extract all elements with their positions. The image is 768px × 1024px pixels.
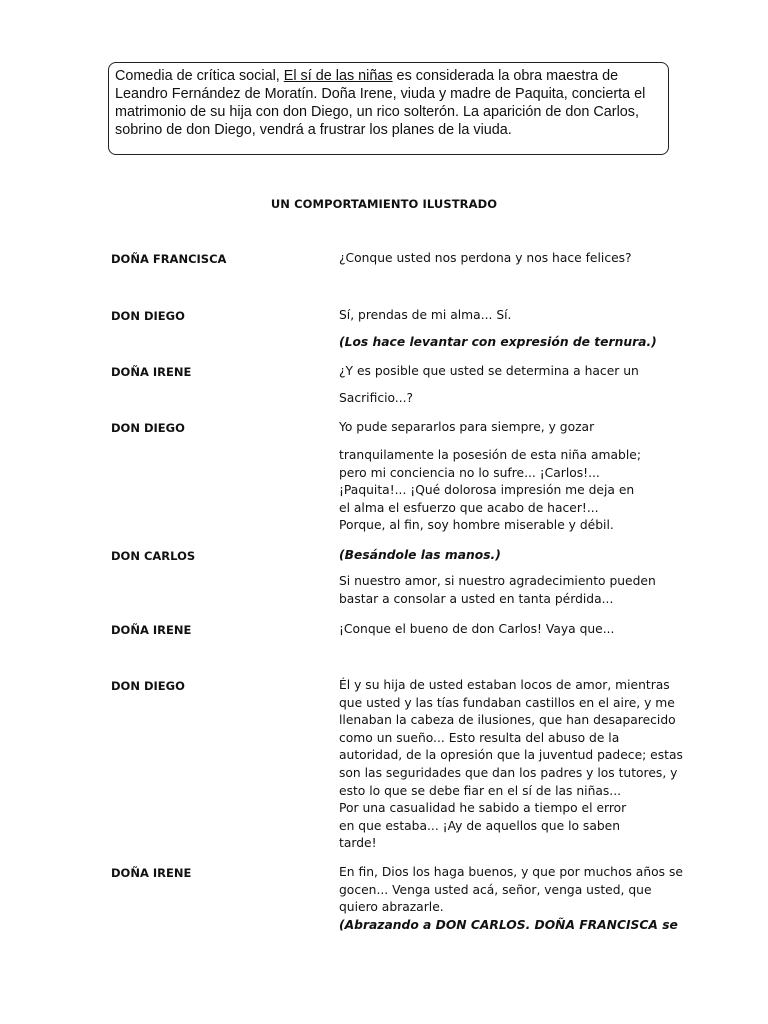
dialogue-line: que usted y las tías fundaban castillos en el aire, y me	[339, 695, 675, 710]
dialogue-line: gocen... Venga usted acá, señor, venga usted, que	[339, 882, 652, 897]
dialogue-line: quiero abrazarle.	[339, 900, 444, 915]
speaker-name: DOÑA IRENE	[111, 365, 192, 379]
speaker-name: DOÑA FRANCISCA	[111, 252, 227, 266]
intro-line-1	[115, 67, 662, 85]
intro-text: Comedia de crítica social,	[115, 68, 284, 84]
dialogue-line: ¡Conque el bueno de don Carlos! Vaya que...	[339, 622, 615, 636]
dialogue-line: Si nuestro amor, si nuestro agradecimiento pueden	[339, 574, 656, 588]
scene-title: UN COMPORTAMIENTO ILUSTRADO	[270, 197, 498, 211]
dialogue-line: son las seguridades que dan los padres y los tutores, y	[339, 766, 678, 780]
stage-direction: (Los hace levantar con expresión de ternura.)	[339, 335, 657, 349]
speaker-name: DOÑA IRENE	[111, 623, 192, 637]
dialogue-line: Sacrificio...?	[339, 391, 414, 405]
intro-line-3: matrimonio de su hija con don Diego, un rico solterón. La aparición de don Carlos,	[115, 104, 639, 120]
speaker-name: DON DIEGO	[111, 679, 185, 693]
dialogue-line: bastar a consolar a usted en tanta pérdida...	[339, 591, 614, 606]
dialogue-line: en que estaba... ¡Ay de aquellos que lo saben	[339, 818, 621, 833]
dialogue-line: ¿Conque usted nos perdona y nos hace felices?	[339, 251, 632, 265]
speaker-name: DON CARLOS	[111, 549, 196, 563]
speaker-name: DON DIEGO	[111, 309, 185, 323]
dialogue-line: Por una casualidad he sabido a tiempo el error	[339, 801, 627, 816]
intro-line-2: Leandro Fernández de Moratín. Doña Irene, viuda y madre de Paquita, concierta el	[115, 86, 646, 102]
dialogue-line: tarde!	[339, 836, 377, 851]
dialogue-line: ¿Y es posible que usted se determina a hacer un	[339, 364, 639, 378]
dialogue-line: Porque, al fin, soy hombre miserable y débil.	[339, 518, 614, 533]
dialogue-line: autoridad, de la opresión que la juventud padece; estas	[339, 748, 683, 763]
dialogue-line: Él y su hija de usted estaban locos de amor, mientras	[339, 678, 670, 692]
dialogue-line: esto lo que se debe fiar en el sí de las niñas...	[339, 783, 622, 798]
dialogue-line: llenaban la cabeza de ilusiones, que han desaparecido	[339, 713, 676, 728]
dialogue-line: Yo pude separarlos para siempre, y gozar	[339, 420, 595, 434]
speaker-name: DON DIEGO	[111, 421, 185, 435]
speaker-name: DOÑA IRENE	[111, 866, 192, 880]
dialogue-line: el alma el esfuerzo que acabo de hacer!...	[339, 500, 599, 515]
dialogue-line: ¡Paquita!... ¡Qué dolorosa impresión me deja en	[339, 483, 635, 498]
intro-line-4: sobrino de don Diego, vendrá a frustrar los planes de la viuda.	[115, 122, 512, 138]
intro-summary-box	[108, 62, 669, 155]
dialogue-line: pero mi conciencia no lo sufre... ¡Carlos!...	[339, 465, 600, 480]
play-title-link: El sí de las niñas	[283, 68, 393, 84]
dialogue-line: como un sueño... Esto resulta del abuso de la	[339, 730, 620, 745]
intro-text: es considerada la obra maestra de	[392, 68, 619, 84]
stage-direction: (Besándole las manos.)	[339, 548, 501, 562]
stage-direction: (Abrazando a DON CARLOS. DOÑA FRANCISCA se	[339, 917, 678, 932]
dialogue-line: En fin, Dios los haga buenos, y que por muchos años se	[339, 865, 683, 879]
dialogue-line: tranquilamente la posesión de esta niña amable;	[339, 448, 641, 462]
dialogue-line: Sí, prendas de mi alma... Sí.	[339, 308, 512, 322]
